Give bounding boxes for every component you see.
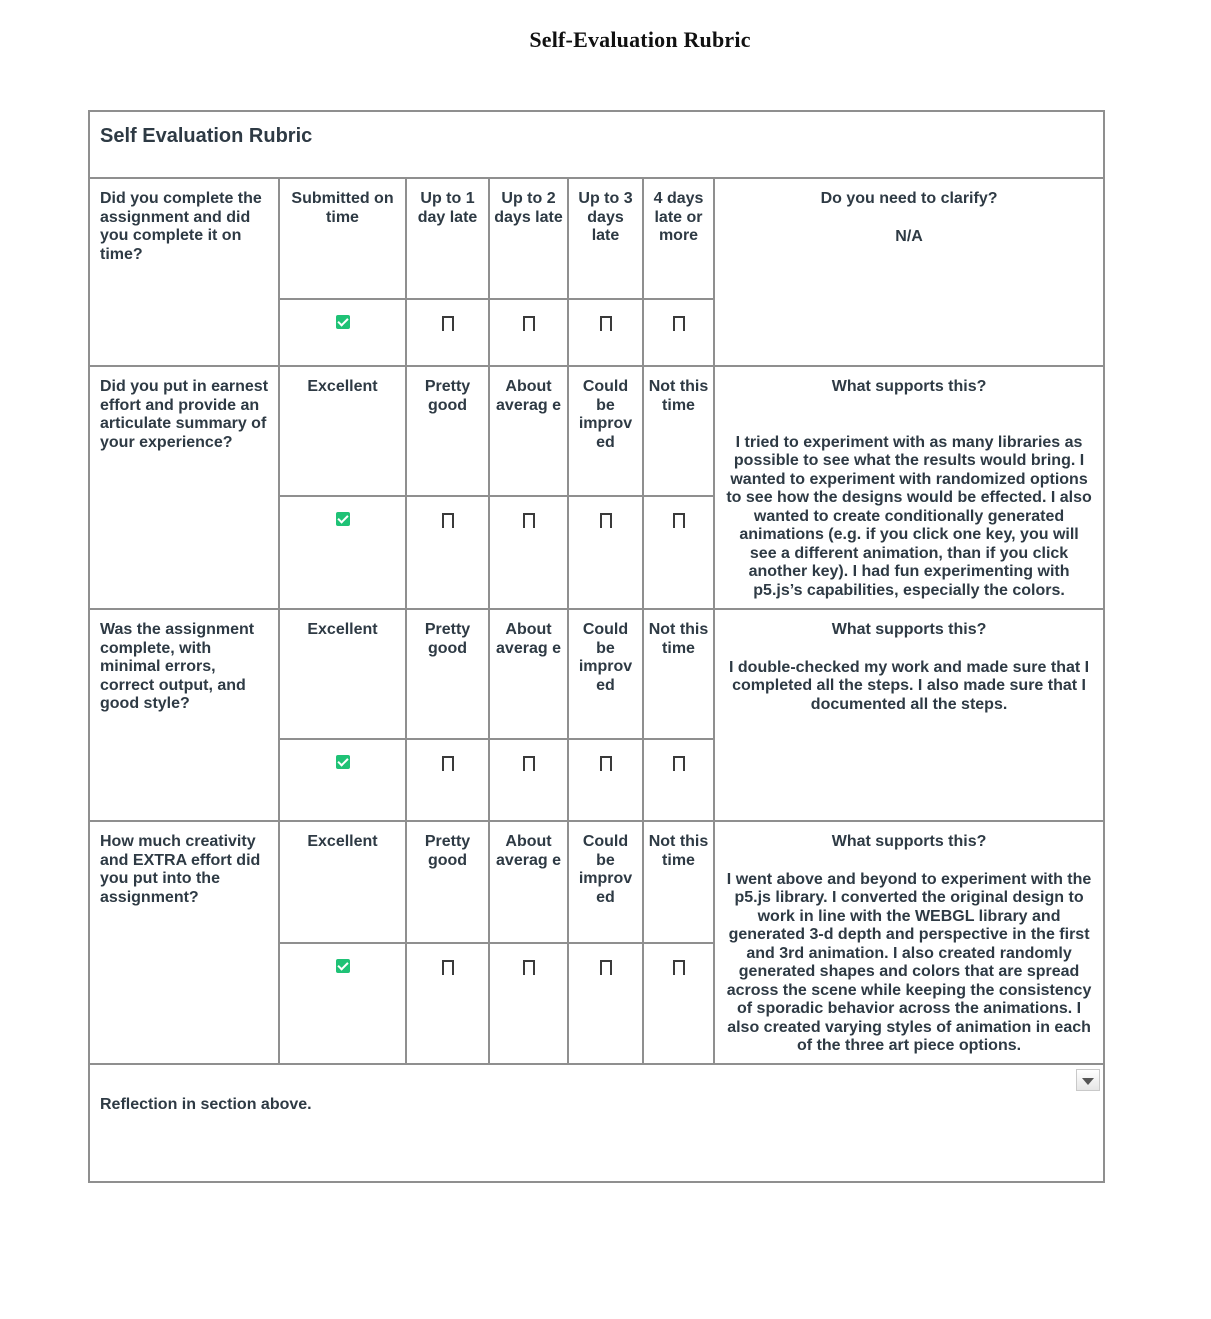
rubric-header-row <box>89 111 1104 178</box>
checkbox-cell[interactable] <box>489 943 568 1064</box>
option-label: Not this time <box>643 821 714 943</box>
checkbox-unchecked-icon[interactable] <box>523 960 535 972</box>
checkbox-cell[interactable] <box>643 299 714 366</box>
comment-body: I went above and beyond to experiment with the p5.js library. I converted the original design to work in line with the WEBGL library and generated 3-d depth and perspective in the first and 3rd animation. I also created randomly generated shapes and colors that are spread across the scene while keeping the consistency of sporadic behavior across the animations. I also created varying styles of animation in each of the three art piece options. <box>726 870 1092 1054</box>
option-label: Not this time <box>643 366 714 496</box>
option-label: Could be improv ed <box>568 366 643 496</box>
checkbox-unchecked-icon[interactable] <box>442 756 454 768</box>
checkbox-cell[interactable] <box>568 739 643 821</box>
checkbox-cell[interactable] <box>279 739 406 821</box>
comment-title: What supports this? <box>831 378 987 395</box>
question-effort: Did you put in earnest effort and provide an articulate summary of your experience? <box>89 366 279 609</box>
checkbox-unchecked-icon[interactable] <box>673 756 685 768</box>
option-label: Up to 3 days late <box>568 178 643 299</box>
comment-body: I double-checked my work and made sure that I completed all the steps. I also made sure that I documented all the steps. <box>729 658 1090 713</box>
checkbox-unchecked-icon[interactable] <box>442 316 454 328</box>
checkbox-cell[interactable] <box>406 299 489 366</box>
reflection-text: Reflection in section above. <box>100 1096 312 1113</box>
comment-title: What supports this? <box>831 621 987 638</box>
option-label: Could be improv ed <box>568 821 643 943</box>
checkbox-cell[interactable] <box>489 739 568 821</box>
option-label: Pretty good <box>406 821 489 943</box>
checkbox-unchecked-icon[interactable] <box>673 316 685 328</box>
rubric-table <box>88 110 1105 1183</box>
checkbox-checked-icon[interactable] <box>336 959 350 973</box>
checkbox-checked-icon[interactable] <box>336 315 350 329</box>
page-title: Self-Evaluation Rubric <box>529 27 751 52</box>
option-label: Could be improv ed <box>568 609 643 739</box>
checkbox-unchecked-icon[interactable] <box>600 756 612 768</box>
checkbox-cell[interactable] <box>568 299 643 366</box>
checkbox-unchecked-icon[interactable] <box>600 960 612 972</box>
rubric-row-effort <box>89 366 1104 496</box>
checkbox-unchecked-icon[interactable] <box>523 316 535 328</box>
option-label: Pretty good <box>406 609 489 739</box>
comment-title: Do you need to clarify? <box>820 190 998 207</box>
checkbox-unchecked-icon[interactable] <box>673 513 685 525</box>
checkbox-cell[interactable] <box>643 496 714 609</box>
rubric-row-creativity <box>89 821 1104 943</box>
checkbox-unchecked-icon[interactable] <box>523 756 535 768</box>
option-label: About averag e <box>489 609 568 739</box>
checkbox-checked-icon[interactable] <box>336 512 350 526</box>
comment-timeliness <box>714 178 1104 366</box>
comment-quality <box>714 609 1104 821</box>
option-label: Submitted on time <box>279 178 406 299</box>
checkbox-unchecked-icon[interactable] <box>442 960 454 972</box>
question-creativity: How much creativity and EXTRA effort did you put into the assignment? <box>89 821 279 1064</box>
option-label: Excellent <box>279 821 406 943</box>
option-label: 4 days late or more <box>643 178 714 299</box>
dropdown-arrow-icon[interactable] <box>1076 1069 1100 1091</box>
rubric-row-quality <box>89 609 1104 739</box>
comment-effort <box>714 366 1104 609</box>
comment-body: N/A <box>895 227 923 245</box>
checkbox-unchecked-icon[interactable] <box>600 316 612 328</box>
rubric-heading: Self Evaluation Rubric <box>89 111 1104 178</box>
reflection-field[interactable] <box>89 1064 1104 1182</box>
checkbox-cell[interactable] <box>279 496 406 609</box>
checkbox-unchecked-icon[interactable] <box>673 960 685 972</box>
rubric-row-timeliness <box>89 178 1104 299</box>
checkbox-cell[interactable] <box>406 739 489 821</box>
option-label: About averag e <box>489 366 568 496</box>
question-quality: Was the assignment complete, with minimal errors, correct output, and good style? <box>89 609 279 821</box>
checkbox-cell[interactable] <box>279 943 406 1064</box>
checkbox-cell[interactable] <box>489 299 568 366</box>
comment-body: I tried to experiment with as many libraries as possible to see what the results would bring. I wanted to experiment with randomized options to see how the designs would be effected. I also wanted to create conditionally generated animations (e.g. if you click one key, you will see a different animation, than if you click another key). I had fun experimenting with p5.js’s capabilities, especially the colors. <box>726 433 1092 599</box>
checkbox-checked-icon[interactable] <box>336 755 350 769</box>
checkbox-cell[interactable] <box>489 496 568 609</box>
option-label: Excellent <box>279 366 406 496</box>
rubric-reflection-row <box>89 1064 1104 1182</box>
comment-title: What supports this? <box>831 833 987 850</box>
option-label: Pretty good <box>406 366 489 496</box>
option-label: Up to 2 days late <box>489 178 568 299</box>
checkbox-cell[interactable] <box>406 496 489 609</box>
checkbox-cell[interactable] <box>279 299 406 366</box>
option-label: Up to 1 day late <box>406 178 489 299</box>
option-label: Not this time <box>643 609 714 739</box>
option-label: Excellent <box>279 609 406 739</box>
option-label: About averag e <box>489 821 568 943</box>
checkbox-cell[interactable] <box>406 943 489 1064</box>
checkbox-cell[interactable] <box>568 943 643 1064</box>
checkbox-cell[interactable] <box>643 739 714 821</box>
comment-creativity <box>714 821 1104 1064</box>
checkbox-unchecked-icon[interactable] <box>600 513 612 525</box>
question-timeliness: Did you complete the assignment and did you complete it on time? <box>89 178 279 366</box>
checkbox-unchecked-icon[interactable] <box>523 513 535 525</box>
checkbox-cell[interactable] <box>568 496 643 609</box>
checkbox-cell[interactable] <box>643 943 714 1064</box>
checkbox-unchecked-icon[interactable] <box>442 513 454 525</box>
